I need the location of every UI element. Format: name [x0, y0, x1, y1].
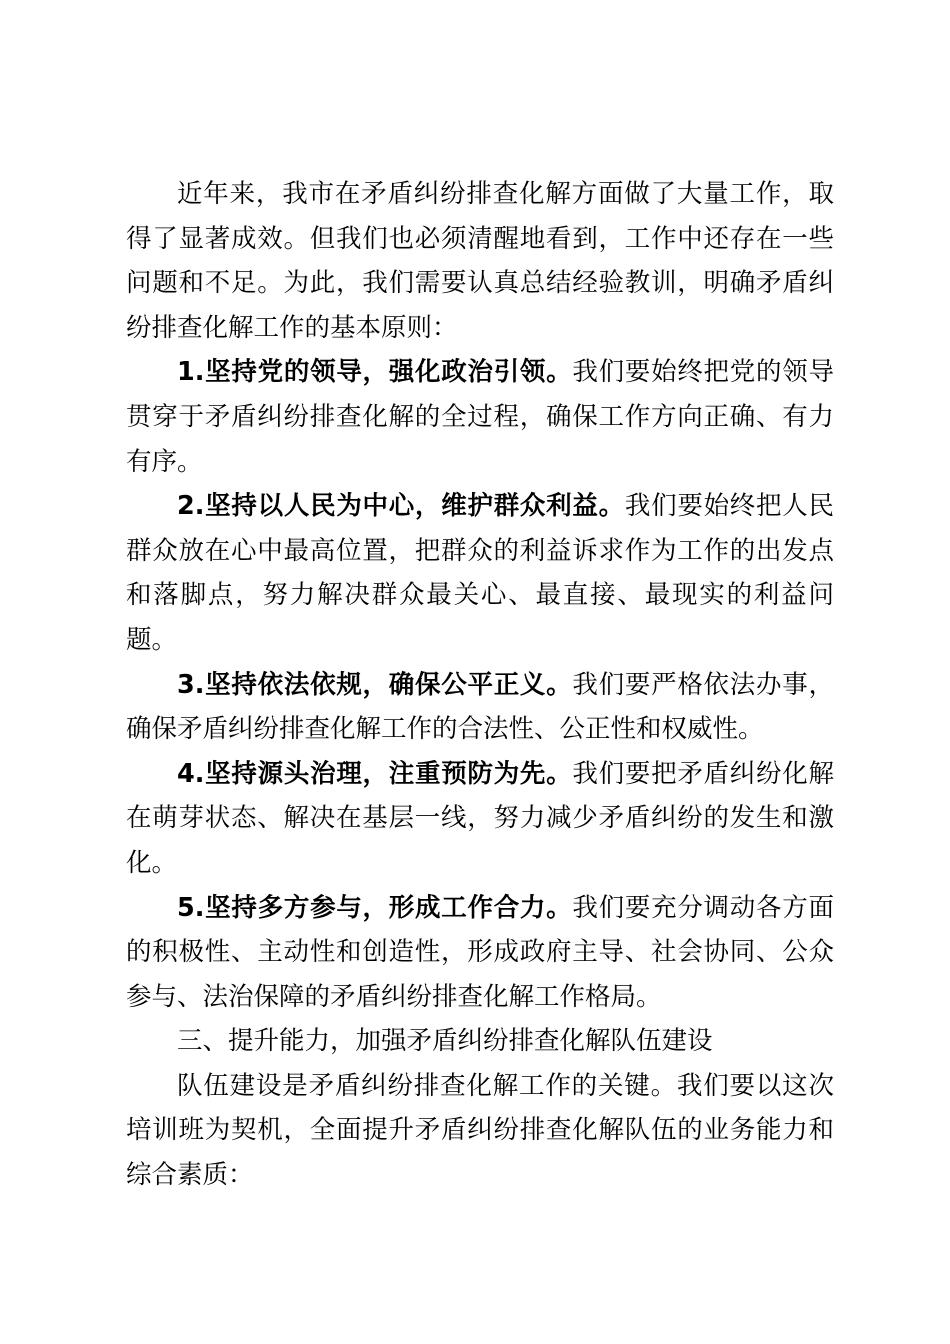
document-body	[126, 172, 834, 1198]
section-heading: 三、提升能力，加强矛盾纠纷排查化解队伍建设	[177, 1026, 713, 1057]
principle-paragraph-5	[126, 886, 834, 1020]
principle-lead: 4.坚持源头治理，注重预防为先。	[177, 758, 573, 789]
principle-paragraph-1	[126, 350, 834, 484]
principle-lead: 3.坚持依法依规，确保公平正义。	[177, 669, 573, 700]
principle-text: 我们要把矛盾纠纷化解在萌芽状态、解决在基层一线，努力减少矛盾纠纷的发生和激化。	[126, 758, 834, 878]
principle-text: 我们要严格依法办事，确保矛盾纠纷排查化解工作的合法性、公正性和权威性。	[126, 669, 834, 745]
principle-lead: 2.坚持以人民为中心，维护群众利益。	[177, 491, 625, 522]
principle-paragraph-2	[126, 484, 834, 662]
principle-lead: 5.坚持多方参与，形成工作合力。	[177, 892, 573, 923]
principle-text: 我们要始终把人民群众放在心中最高位置，把群众的利益诉求作为工作的出发点和落脚点，努力解决群众最关心、最直接、最现实的利益问题。	[126, 491, 834, 655]
closing-paragraph: 队伍建设是矛盾纠纷排查化解工作的关键。我们要以这次培训班为契机，全面提升矛盾纠纷排查化解队伍的业务能力和综合素质：	[126, 1070, 834, 1191]
principle-paragraph-4	[126, 752, 834, 886]
principle-text: 我们要充分调动各方面的积极性、主动性和创造性，形成政府主导、社会协同、公众参与、法治保障的矛盾纠纷排查化解工作格局。	[126, 892, 834, 1012]
principle-paragraph-3	[126, 663, 834, 752]
principle-text: 我们要始终把党的领导贯穿于矛盾纠纷排查化解的全过程，确保工作方向正确、有力有序。	[126, 357, 834, 477]
intro-paragraph: 近年来，我市在矛盾纠纷排查化解方面做了大量工作，取得了显著成效。但我们也必须清醒地看到，工作中还存在一些问题和不足。为此，我们需要认真总结经验教训，明确矛盾纠纷排查化解工作的基本原则：	[126, 179, 834, 343]
principle-lead: 1.坚持党的领导，强化政治引领。	[177, 357, 573, 388]
